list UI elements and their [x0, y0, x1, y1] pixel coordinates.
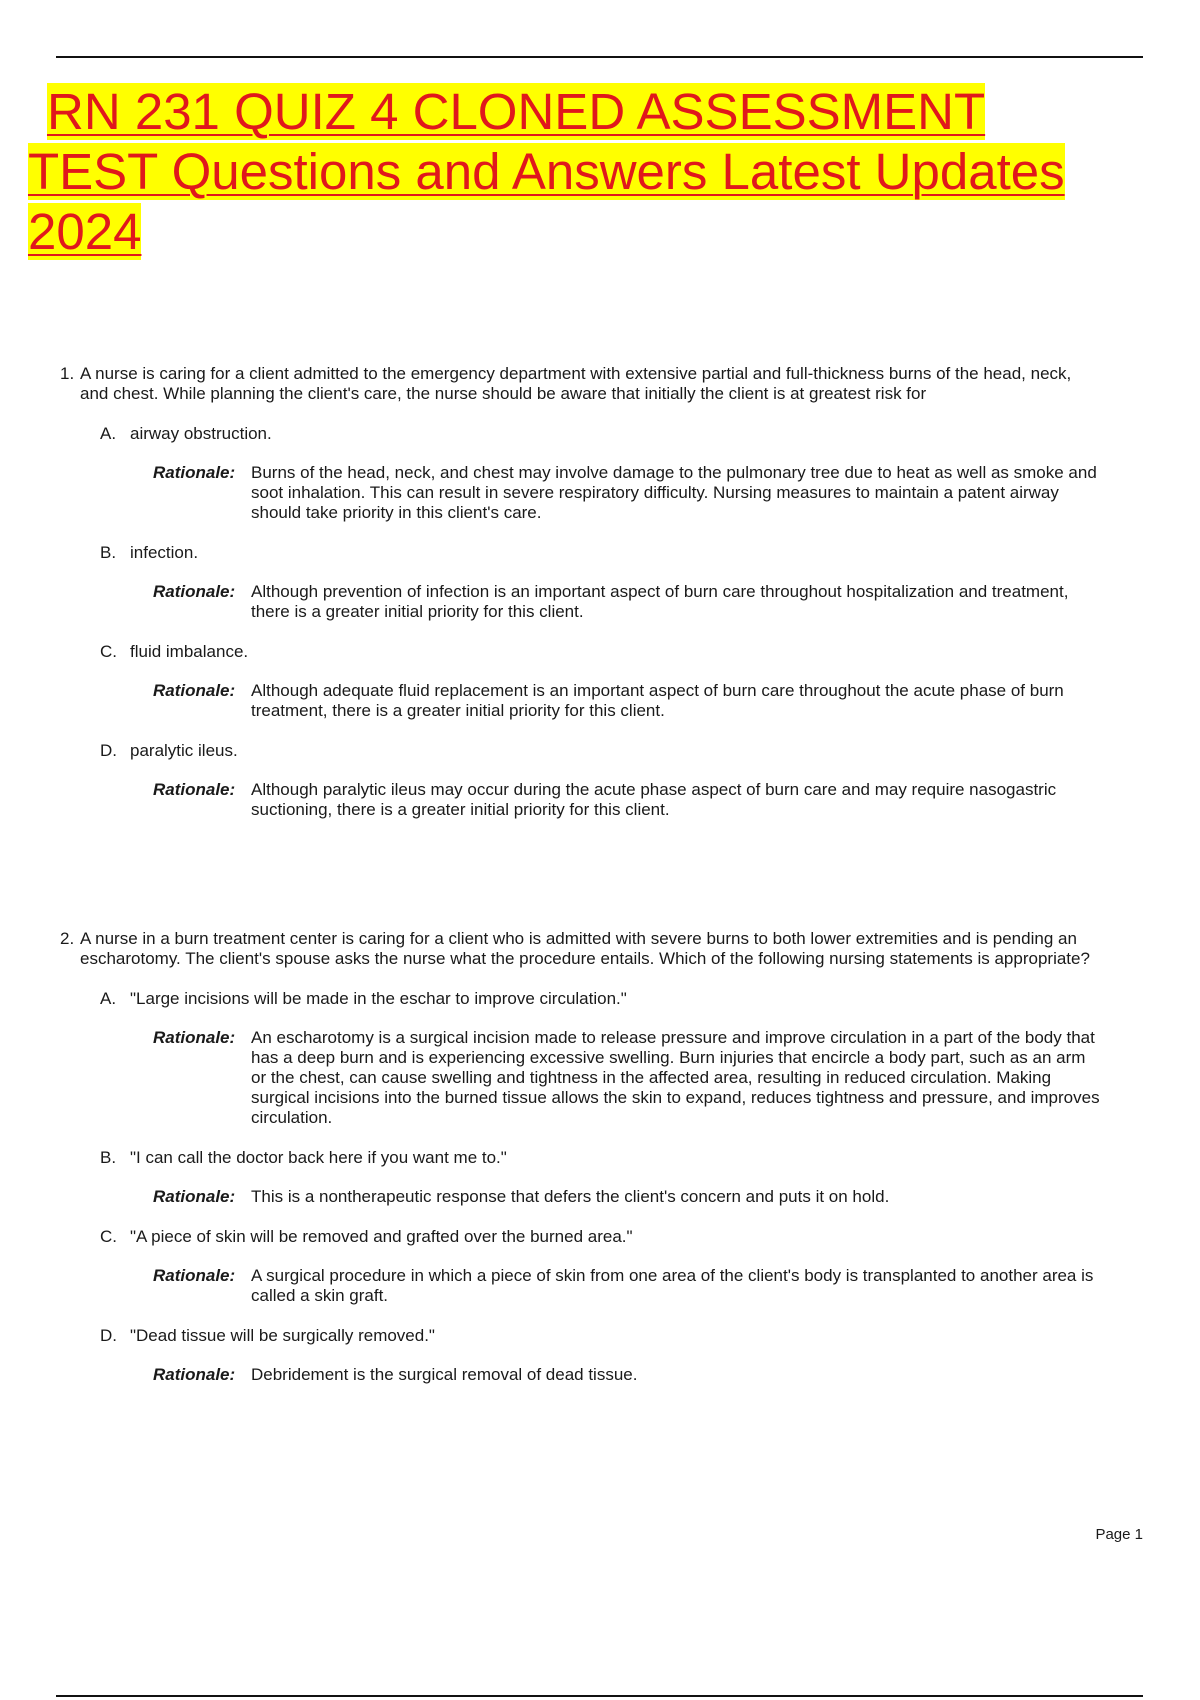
rationale-label: Rationale:: [153, 582, 236, 601]
rationale: [60, 1266, 1100, 1306]
rationale-label: Rationale:: [153, 1266, 236, 1285]
rationale: [60, 1028, 1100, 1128]
rationale-label: Rationale:: [153, 1028, 236, 1047]
option-text: paralytic ileus.: [130, 741, 238, 760]
answer-option-a: [60, 989, 1100, 1009]
rationale-text: An escharotomy is a surgical incision made to release pressure and improve circulation in a part of the body that has a deep burn and is experiencing excessive swelling. Burn injuries that encircle a body part, such as an arm or the chest, can cause swelling and tightness in the affected area, resulting in reduced circulation. Making surgical incisions into the burned tissue allows the skin to expand, reduces tightness and pressure, and improves circulation.: [251, 1028, 1100, 1127]
rationale-text: Although adequate fluid replacement is an important aspect of burn care throughout the acute phase of burn treatment, there is a greater initial priority for this client.: [251, 681, 1064, 720]
answer-option-b: [60, 1148, 1100, 1168]
answer-option-c: [60, 1227, 1100, 1247]
question-number: 2.: [60, 929, 75, 948]
answer-option-d: [60, 741, 1100, 761]
option-letter: A.: [100, 989, 117, 1008]
rationale: [60, 582, 1100, 622]
option-text: "Large incisions will be made in the eschar to improve circulation.": [130, 989, 627, 1008]
option-letter: C.: [100, 642, 117, 661]
bottom-rule: [56, 1695, 1143, 1697]
question-text: A nurse in a burn treatment center is caring for a client who is admitted with severe burns to both lower extremities and is pending an escharotomy. The client's spouse asks the nurse what the procedure entails. Which of the following nursing statements is appropriate?: [80, 929, 1090, 968]
rationale-label: Rationale:: [153, 681, 236, 700]
option-text: airway obstruction.: [130, 424, 272, 443]
rationale: [60, 681, 1100, 721]
rationale-label: Rationale:: [153, 1365, 236, 1384]
answer-option-d: [60, 1326, 1100, 1346]
question-1: [60, 364, 1100, 820]
document-title: [28, 82, 1178, 262]
rationale-text: A surgical procedure in which a piece of skin from one area of the client's body is transplanted to another area is called a skin graft.: [251, 1266, 1094, 1305]
option-letter: C.: [100, 1227, 117, 1246]
question-2: [60, 929, 1100, 1385]
question-text: A nurse is caring for a client admitted to the emergency department with extensive partial and full-thickness burns of the head, neck, and chest. While planning the client's care, the nurse should be aware that initially the client is at greatest risk for: [80, 364, 1072, 403]
option-text: fluid imbalance.: [130, 642, 249, 661]
rationale-text: Although prevention of infection is an important aspect of burn care throughout hospitalization and treatment, there is a greater initial priority for this client.: [251, 582, 1069, 621]
title-line-3: 2024: [28, 203, 142, 260]
answer-option-a: [60, 424, 1100, 444]
question-stem: [60, 929, 1100, 969]
option-letter: D.: [100, 741, 117, 760]
rationale: [60, 1365, 1100, 1385]
rationale-text: Debridement is the surgical removal of dead tissue.: [251, 1365, 638, 1384]
option-letter: B.: [100, 1148, 117, 1167]
question-number: 1.: [60, 364, 75, 383]
rationale: [60, 780, 1100, 820]
page-number: Page 1: [1095, 1526, 1143, 1543]
rationale-text: Although paralytic ileus may occur during the acute phase aspect of burn care and may require nasogastric suctioning, there is a greater initial priority for this client.: [251, 780, 1057, 819]
title-line-2: TEST Questions and Answers Latest Updates: [28, 143, 1065, 200]
rationale-label: Rationale:: [153, 780, 236, 799]
option-letter: A.: [100, 424, 117, 443]
rationale: [60, 1187, 1100, 1207]
rationale: [60, 463, 1100, 523]
answer-option-c: [60, 642, 1100, 662]
option-letter: D.: [100, 1326, 117, 1345]
title-line-1: RN 231 QUIZ 4 CLONED ASSESSMENT: [47, 83, 986, 140]
rationale-label: Rationale:: [153, 463, 236, 482]
option-text: infection.: [130, 543, 199, 562]
rationale-label: Rationale:: [153, 1187, 236, 1206]
option-text: "Dead tissue will be surgically removed.": [130, 1326, 435, 1345]
option-text: "I can call the doctor back here if you want me to.": [130, 1148, 507, 1167]
option-text: "A piece of skin will be removed and grafted over the burned area.": [130, 1227, 633, 1246]
rationale-text: This is a nontherapeutic response that defers the client's concern and puts it on hold.: [251, 1187, 890, 1206]
question-stem: [60, 364, 1100, 404]
answer-option-b: [60, 543, 1100, 563]
option-letter: B.: [100, 543, 117, 562]
top-rule: [56, 56, 1143, 58]
rationale-text: Burns of the head, neck, and chest may involve damage to the pulmonary tree due to heat as well as smoke and soot inhalation. This can result in severe respiratory difficulty. Nursing measures to maintain a patent airway should take priority in this client's care.: [251, 463, 1097, 522]
